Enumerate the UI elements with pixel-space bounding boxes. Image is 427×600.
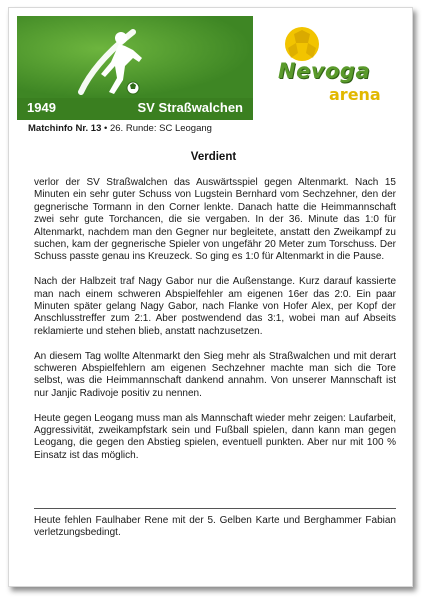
matchinfo-separator: • — [101, 123, 110, 134]
article-headline: Verdient — [190, 151, 237, 163]
article-paragraph: verlor der SV Straßwalchen das Auswärtsspiel gegen Altenmarkt. Nach 15 Minuten ein sehr guter Schuss von Lugstein Bernhard vom Sechzehner, den der gegnerische Tormann in den Corner lenkte. Danach hatte die Heimmannschaft zwei sehr gute Torchancen, die sie vergaben. In der 36. Minute das 1:0 für Altenmarkt, nachdem man den Gegner nur begleitete, anstatt den Zweikampf zu suchen, kam der gegnerische Spieler von ungefähr 20 Meter zum Torschuss. Der Schuss passte genau ins Kreuzeck. So ging es 1:0 für Altenmarkt in die Pause. — [34, 177, 396, 263]
article-paragraph: An diesem Tag wollte Altenmarkt den Sieg mehr als Straßwalchen und mit derart schweren Abspielfehlern am eigenen Sechzehner machte man sich die Tore selbst, was die Heimmannschaft dankend annahm. Von unserer Mannschaft ist nur Janjic Radivoje positiv zu nennen. — [34, 350, 396, 399]
matchinfo-round: 26. Runde: SC Leogang — [109, 123, 212, 134]
article-paragraph: Heute gegen Leogang muss man als Mannschaft wieder mehr zeigen: Laufarbeit, Aggressivität, zweikampfstark sein und Fußball spielen, dann kann man gegen Leogang, die gegen den Abstieg spielen, eventuell punkten. Aber nur mit 100 % Einsatz ist das möglich. — [34, 412, 396, 461]
matchinfo-line — [28, 123, 212, 134]
club-name: SV Straßwalchen — [137, 100, 243, 115]
absence-note: Heute fehlen Faulhaber Rene mit der 5. Gelben Karte und Berghammer Fabian verletzungsbedingt. — [34, 515, 396, 539]
soccer-player-icon — [75, 22, 155, 100]
article-paragraph: Nach der Halbzeit traf Nagy Gabor nur die Außenstange. Kurz darauf kassierte man nach einem schweren Abspielfehler am eigenen 16er das 2:0. Ein paar Minuten später gelang Nagy Gabor, nach Flanke von Hofer Alex, per Kopf der Anschlusstreffer zum 2:1. Aber postwendend das 3:1, wobei man auf Abseits reklamierte und stehen blieb, anstatt nachzusetzen. — [34, 276, 396, 337]
sponsor-subtitle: arena — [329, 85, 381, 104]
matchinfo-number: Matchinfo Nr. 13 — [28, 123, 102, 134]
club-founding-year: 1949 — [27, 100, 56, 115]
club-banner — [17, 16, 253, 120]
article-body — [34, 177, 396, 475]
sponsor-name: Nevoga — [278, 59, 371, 83]
section-divider — [34, 508, 396, 509]
